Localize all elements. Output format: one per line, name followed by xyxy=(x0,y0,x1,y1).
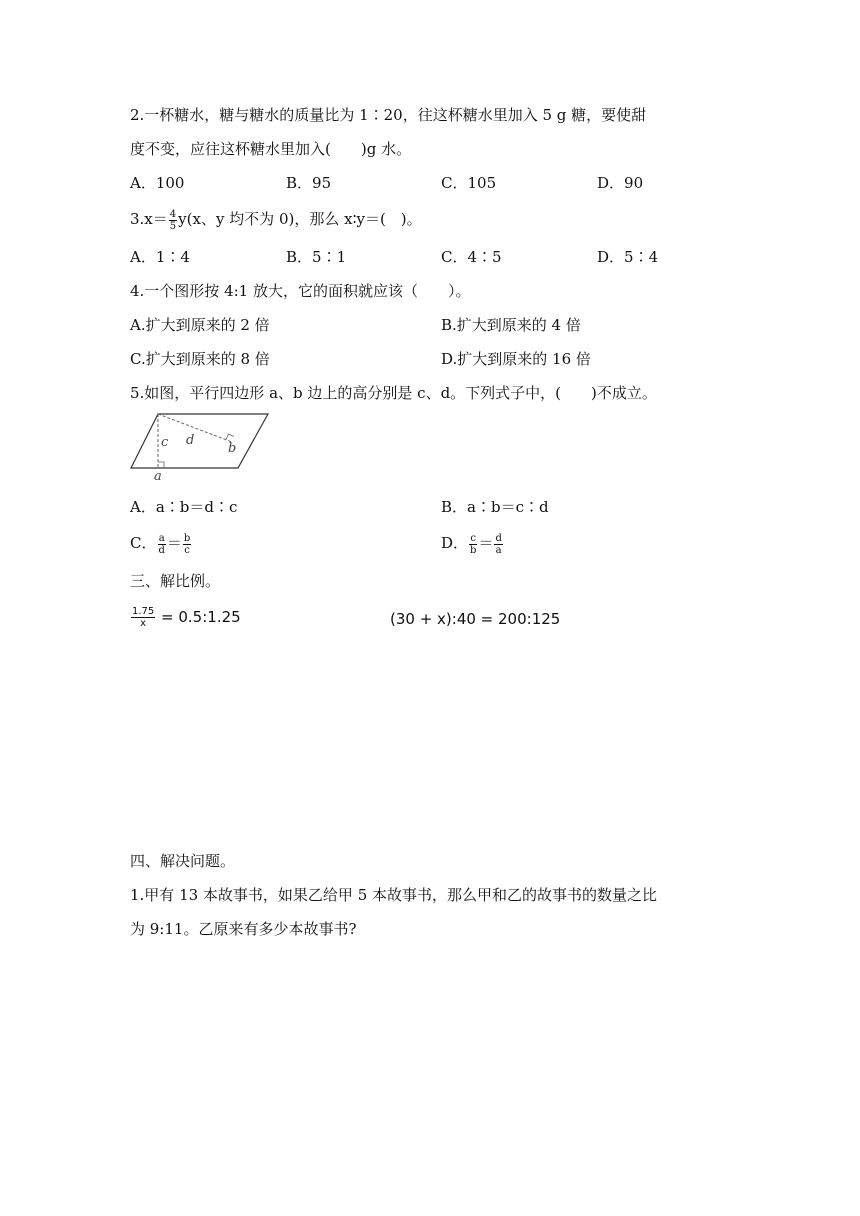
parallelogram-figure xyxy=(126,408,276,484)
q5-d-equals: ＝ xyxy=(478,534,494,552)
q3-frac-den: 5 xyxy=(169,220,177,232)
q5-d-frac2-den: a xyxy=(495,544,502,556)
eq1-frac-num: 1.75 xyxy=(132,606,155,617)
eq1-fraction xyxy=(131,606,155,629)
parallelogram-outline xyxy=(131,414,268,468)
q4-option-d: D.扩大到原来的 16 倍 xyxy=(441,350,591,368)
q5-c-frac1-den: d xyxy=(158,544,165,556)
q3-option-c: C．4∶5 xyxy=(441,248,502,266)
q5-c-frac2-num: b xyxy=(183,532,191,544)
q2-stem-line2: 度不变，应往这杯糖水里加入( )g 水。 xyxy=(130,140,412,158)
section4-problem1-line2: 为 9:11。乙原来有多少本故事书? xyxy=(130,920,357,938)
label-b: b xyxy=(228,441,237,456)
q4-option-b: B.扩大到原来的 4 倍 xyxy=(441,316,581,334)
q3-option-d: D．5∶4 xyxy=(597,248,659,266)
right-angle-d-mark xyxy=(226,434,234,440)
q4-option-a: A.扩大到原来的 2 倍 xyxy=(130,316,270,334)
q2-option-c: C．105 xyxy=(441,174,497,192)
q2-option-d: D．90 xyxy=(597,174,644,192)
q5-c-frac2-den: c xyxy=(184,544,190,556)
q5-c-equals: ＝ xyxy=(166,534,182,552)
eq1-frac-den: x xyxy=(140,618,147,629)
q2-stem-line1: 2.一杯糖水，糖与糖水的质量比为 1∶20，往这杯糖水里加入 5 g 糖，要使甜 xyxy=(130,106,647,124)
q5-d-frac1-num: c xyxy=(470,532,477,544)
section4-title: 四、解决问题。 xyxy=(130,852,236,870)
q5-stem: 5.如图，平行四边形 a、b 边上的高分别是 c、d。下列式子中，( )不成立。 xyxy=(130,384,657,402)
section3-equation-2: (30 + x):40 = 200:125 xyxy=(390,610,561,628)
label-a: a xyxy=(154,469,162,484)
q5-option-a: A．a∶b＝d∶c xyxy=(130,498,238,516)
q2-option-b: B．95 xyxy=(286,174,332,192)
q3-option-b: B．5∶1 xyxy=(286,248,347,266)
q2-option-a: A．100 xyxy=(130,174,185,192)
eq1-rest: = 0.5:1.25 xyxy=(156,608,241,626)
q5-d-frac2 xyxy=(494,533,502,556)
q5-c-frac1-num: a xyxy=(158,532,165,544)
q3-stem xyxy=(130,208,422,232)
label-d: d xyxy=(186,433,195,448)
q4-stem: 4.一个图形按 4:1 放大，它的面积就应该（ ）。 xyxy=(130,282,471,300)
q5-option-b: B．a∶b＝c∶d xyxy=(441,498,549,516)
right-angle-c-mark xyxy=(158,462,164,468)
q4-option-c: C.扩大到原来的 8 倍 xyxy=(130,350,270,368)
q5-option-d xyxy=(441,532,504,556)
height-d-line xyxy=(158,414,232,442)
q3-option-a: A．1∶4 xyxy=(130,248,190,266)
q5-c-frac2 xyxy=(183,533,191,556)
q3-prefix: 3.x＝ xyxy=(130,210,168,228)
q5-option-c-label: C． xyxy=(130,534,157,552)
q3-fraction xyxy=(169,209,177,232)
q3-suffix: y(x、y 均不为 0)，那么 x∶y＝( )。 xyxy=(178,210,422,228)
q5-d-frac2-num: d xyxy=(495,532,502,544)
section4-problem1-line1: 1.甲有 13 本故事书，如果乙给甲 5 本故事书，那么甲和乙的故事书的数量之比 xyxy=(130,886,658,904)
q5-d-frac1 xyxy=(469,533,477,556)
section3-equation-1 xyxy=(130,606,241,629)
q5-option-d-label: D． xyxy=(441,534,469,552)
label-c: c xyxy=(161,435,169,450)
q5-c-frac1 xyxy=(157,533,165,556)
q5-d-frac1-den: b xyxy=(470,544,477,556)
q5-option-c xyxy=(130,532,192,556)
section3-title: 三、解比例。 xyxy=(130,572,221,590)
q3-frac-num: 4 xyxy=(169,208,177,220)
